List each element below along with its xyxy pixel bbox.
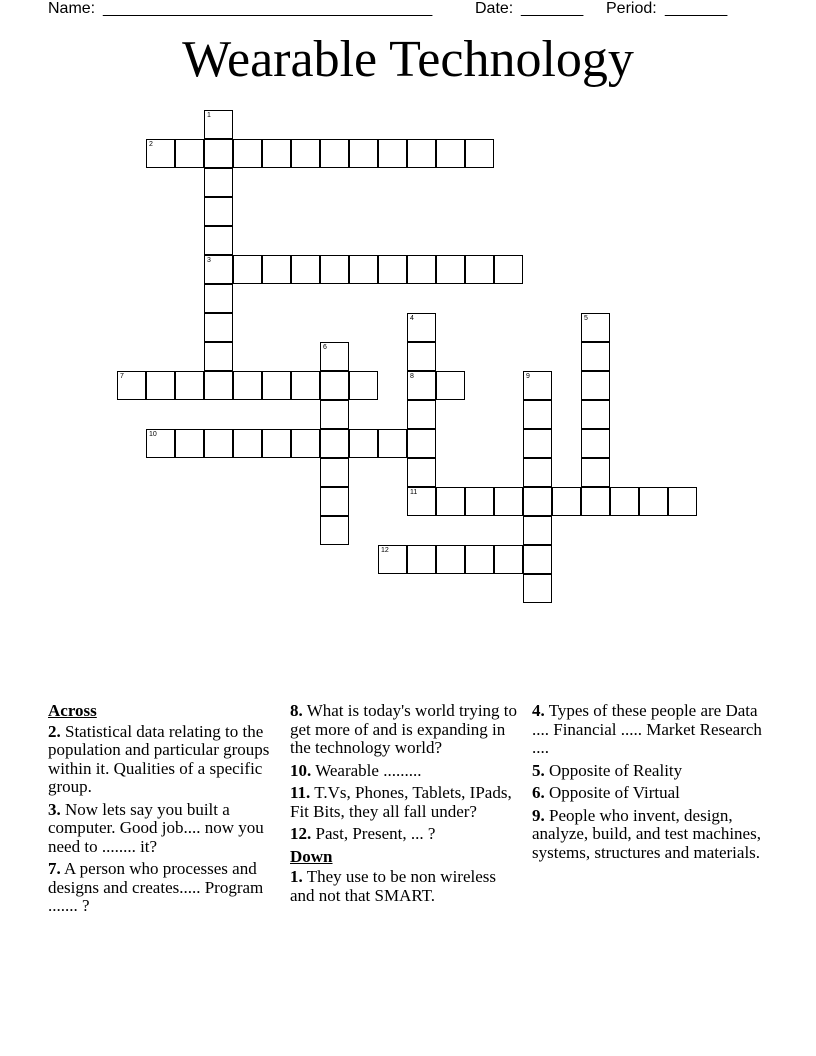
crossword-cell[interactable]	[320, 429, 349, 458]
down-heading: Down	[290, 846, 333, 866]
crossword-cell[interactable]	[407, 429, 436, 458]
clue-item	[532, 807, 766, 863]
crossword-cell[interactable]	[146, 429, 175, 458]
crossword-cell[interactable]	[523, 371, 552, 400]
crossword-cell[interactable]	[175, 139, 204, 168]
clue-text: They use to be non wireless and not that SMART.	[290, 867, 497, 905]
crossword-cell[interactable]	[407, 342, 436, 371]
period-line[interactable]: _______	[665, 0, 728, 17]
crossword-cell[interactable]	[349, 371, 378, 400]
name-line[interactable]: _____________________________________	[103, 0, 433, 17]
crossword-cell[interactable]	[436, 487, 465, 516]
crossword-cell[interactable]	[494, 255, 523, 284]
clue-text: T.Vs, Phones, Tablets, IPads, Fit Bits, they all fall under?	[290, 783, 512, 821]
crossword-cell[interactable]	[378, 545, 407, 574]
clues-column-2	[290, 702, 522, 909]
clue-number: 3.	[48, 799, 61, 819]
crossword-cell[interactable]	[581, 429, 610, 458]
crossword-cell[interactable]	[291, 371, 320, 400]
clue-item	[532, 762, 766, 781]
crossword-cell[interactable]	[465, 487, 494, 516]
clue-number-label: 10	[149, 431, 157, 438]
crossword-cell[interactable]	[320, 342, 349, 371]
crossword-cell[interactable]	[204, 342, 233, 371]
clue-number-label: 4	[410, 315, 414, 322]
clue-item	[290, 702, 522, 758]
crossword-cell[interactable]	[581, 371, 610, 400]
crossword-cell[interactable]	[523, 574, 552, 603]
crossword-cell[interactable]	[262, 371, 291, 400]
clue-text: Wearable .........	[311, 760, 422, 780]
crossword-cell[interactable]	[233, 139, 262, 168]
crossword-cell[interactable]	[204, 168, 233, 197]
crossword-cell[interactable]	[436, 545, 465, 574]
crossword-cell[interactable]	[436, 371, 465, 400]
crossword-cell[interactable]	[581, 342, 610, 371]
clue-number-label: 11	[410, 489, 418, 496]
clue-item	[532, 784, 766, 803]
period-label: Period:	[606, 0, 657, 17]
clue-number-label: 12	[381, 547, 389, 554]
crossword-cell[interactable]	[407, 545, 436, 574]
crossword-cell[interactable]	[581, 487, 610, 516]
name-label: Name:	[48, 0, 96, 17]
crossword-cell[interactable]	[494, 487, 523, 516]
clue-item	[290, 868, 522, 905]
crossword-cell[interactable]	[407, 139, 436, 168]
clue-text: Past, Present, ... ?	[311, 824, 436, 843]
crossword-cell[interactable]	[291, 255, 320, 284]
clue-number-label: 3	[207, 257, 211, 264]
clue-number: 4.	[532, 701, 545, 720]
clue-number: 6.	[532, 783, 545, 802]
crossword-cell[interactable]	[494, 545, 523, 574]
crossword-cell[interactable]	[465, 255, 494, 284]
crossword-cell[interactable]	[204, 139, 233, 168]
across-clue-list-continued	[290, 702, 522, 844]
crossword-cell[interactable]	[262, 429, 291, 458]
clue-text: Types of these people are Data .... Financial ..... Market Research ....	[532, 701, 762, 757]
crossword-cell[interactable]	[523, 458, 552, 487]
clue-text: Opposite of Virtual	[544, 783, 680, 802]
crossword-cell[interactable]	[204, 255, 233, 284]
crossword-cell[interactable]	[320, 255, 349, 284]
crossword-cell[interactable]	[407, 371, 436, 400]
date-line[interactable]: _______	[521, 0, 584, 17]
crossword-cell[interactable]	[407, 487, 436, 516]
crossword-cell[interactable]	[204, 371, 233, 400]
student-info-header	[48, 0, 768, 20]
crossword-cell[interactable]	[262, 255, 291, 284]
crossword-cell[interactable]	[320, 516, 349, 545]
crossword-cell[interactable]	[349, 429, 378, 458]
crossword-cell[interactable]	[407, 313, 436, 342]
crossword-cell[interactable]	[320, 400, 349, 429]
crossword-cell[interactable]	[407, 400, 436, 429]
clue-item	[48, 801, 276, 857]
crossword-cell[interactable]	[581, 400, 610, 429]
clue-text: Now lets say you built a computer. Good job.... now you need to ........ it?	[48, 799, 264, 856]
crossword-cell[interactable]	[291, 429, 320, 458]
clue-number-label: 7	[120, 373, 124, 380]
crossword-cell[interactable]	[175, 371, 204, 400]
clues-column-1	[48, 702, 276, 920]
crossword-cell[interactable]	[378, 255, 407, 284]
crossword-cell[interactable]	[291, 139, 320, 168]
clue-number: 12.	[290, 824, 312, 843]
crossword-cell[interactable]	[668, 487, 697, 516]
clues-column-3	[532, 702, 766, 866]
crossword-cell[interactable]	[262, 139, 291, 168]
clue-text: What is today's world trying to get more of and is expanding in the technology world?	[290, 701, 518, 757]
crossword-cell[interactable]	[204, 429, 233, 458]
crossword-cell[interactable]	[204, 313, 233, 342]
crossword-cell[interactable]	[349, 255, 378, 284]
crossword-cell[interactable]	[320, 487, 349, 516]
clue-item	[48, 860, 276, 916]
crossword-cell[interactable]	[146, 139, 175, 168]
clue-item	[532, 702, 766, 758]
crossword-cell[interactable]	[320, 458, 349, 487]
down-clue-list	[290, 868, 522, 905]
clue-item	[290, 784, 522, 821]
clue-number-label: 5	[584, 315, 588, 322]
crossword-cell[interactable]	[204, 110, 233, 139]
crossword-cell[interactable]	[117, 371, 146, 400]
crossword-cell[interactable]	[523, 516, 552, 545]
crossword-cell[interactable]	[320, 139, 349, 168]
crossword-cell[interactable]	[465, 545, 494, 574]
clue-number: 2.	[48, 721, 61, 741]
crossword-cell[interactable]	[204, 226, 233, 255]
across-clue-list	[48, 723, 276, 916]
crossword-cell[interactable]	[523, 545, 552, 574]
crossword-cell[interactable]	[523, 400, 552, 429]
page-title: Wearable Technology	[182, 31, 634, 88]
crossword-cell[interactable]	[204, 284, 233, 313]
clue-text: Opposite of Reality	[544, 760, 683, 780]
crossword-cell[interactable]	[639, 487, 668, 516]
clue-number: 11.	[290, 783, 311, 802]
clue-number-label: 2	[149, 141, 153, 148]
crossword-cell[interactable]	[320, 371, 349, 400]
date-label: Date:	[475, 0, 514, 17]
crossword-cell[interactable]	[581, 458, 610, 487]
clue-text: Statistical data relating to the population and particular groups within it. Qualities of a specific group.	[48, 721, 270, 796]
crossword-cell[interactable]	[233, 371, 262, 400]
crossword-cell[interactable]	[349, 139, 378, 168]
crossword-cell[interactable]	[378, 429, 407, 458]
clue-item	[48, 723, 276, 797]
crossword-cell[interactable]	[146, 371, 175, 400]
crossword-cell[interactable]	[436, 139, 465, 168]
crossword-cell[interactable]	[233, 255, 262, 284]
down-clue-list-continued	[532, 702, 766, 862]
clue-number: 8.	[290, 701, 303, 720]
crossword-cell[interactable]	[378, 139, 407, 168]
clue-number-label: 8	[410, 373, 414, 380]
clue-item	[290, 762, 522, 781]
crossword-cell[interactable]	[523, 429, 552, 458]
clue-number-label: 1	[207, 112, 211, 119]
crossword-cell[interactable]	[204, 197, 233, 226]
crossword-cell[interactable]	[407, 255, 436, 284]
clue-number-label: 9	[526, 373, 530, 380]
crossword-cell[interactable]	[465, 139, 494, 168]
crossword-cell[interactable]	[523, 487, 552, 516]
across-heading: Across	[48, 701, 97, 720]
clue-number: 10.	[290, 760, 312, 780]
crossword-cell[interactable]	[436, 255, 465, 284]
clue-text: A person who processes and designs and creates..... Program ....... ?	[48, 859, 264, 915]
crossword-cell[interactable]	[233, 429, 262, 458]
clue-number-label: 6	[323, 344, 327, 351]
clue-number: 7.	[48, 859, 61, 878]
crossword-cell[interactable]	[610, 487, 639, 516]
clue-number: 9.	[532, 805, 545, 825]
clue-item	[290, 825, 522, 844]
crossword-cell[interactable]	[175, 429, 204, 458]
clue-text: People who invent, design, analyze, build, and test machines, systems, structures and materials.	[532, 805, 761, 862]
clue-number: 1.	[290, 867, 303, 886]
clue-number: 5.	[532, 760, 545, 780]
crossword-cell[interactable]	[581, 313, 610, 342]
crossword-cell[interactable]	[552, 487, 581, 516]
crossword-cell[interactable]	[407, 458, 436, 487]
